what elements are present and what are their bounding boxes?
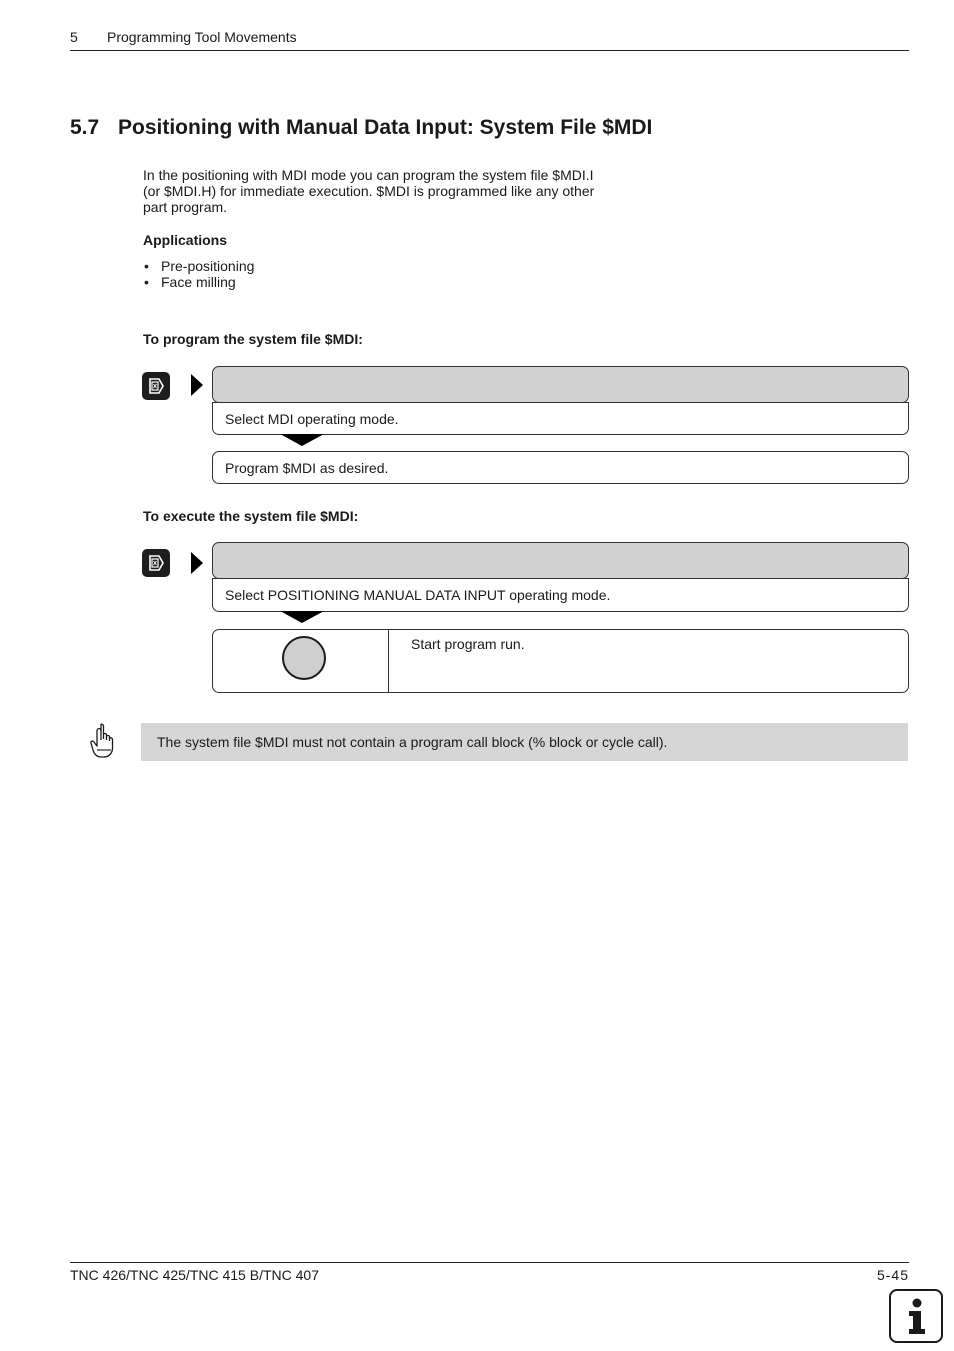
step-text: Program $MDI as desired. [225,460,389,476]
chapter-title: Programming Tool Movements [107,29,297,45]
pointing-hand-icon [89,722,117,765]
divider [388,630,389,692]
step-text: Start program run. [411,636,525,652]
execute-procedure-heading: To execute the system file $MDI: [143,508,359,524]
section-title-text: Positioning with Manual Data Input: System File $MDI [118,116,653,139]
running-footer [70,1262,909,1283]
intro-line: In the positioning with MDI mode you can program the system file $MDI.I [143,167,594,183]
applications-heading: Applications [143,232,228,248]
running-header [70,29,909,51]
list-item: • Pre-positioning [143,258,254,274]
mdi-mode-key-icon [142,372,170,400]
section-number: 5.7 [70,116,100,139]
intro-line: (or $MDI.H) for immediate execution. $MDI is programmed like any other [143,183,595,199]
step-box [212,402,909,435]
list-item: • Face milling [143,274,254,290]
flow-arrow-icon [280,611,324,623]
intro-line: part program. [143,199,228,215]
start-step-box [212,629,909,693]
info-icon [889,1289,943,1343]
step-box [212,451,909,484]
intro-paragraph [143,167,623,215]
positioning-mdi-key-icon [142,549,170,577]
applications-list [143,258,254,290]
program-procedure-heading: To program the system file $MDI: [143,331,363,347]
pointer-arrow-icon [191,552,203,574]
key-bar [212,366,909,403]
step-box [212,578,909,612]
page-number: 5-45 [876,1267,909,1283]
note-box [141,723,908,761]
key-bar [212,542,909,579]
step-text: Select MDI operating mode. [225,411,399,427]
chapter-number: 5 [70,29,78,45]
section-title [70,116,652,140]
footer-models: TNC 426/TNC 425/TNC 415 B/TNC 407 [70,1267,319,1283]
note-text: The system file $MDI must not contain a program call block (% block or cycle call). [157,734,668,750]
nc-start-key-icon [282,636,326,680]
step-text: Select POSITIONING MANUAL DATA INPUT operating mode. [225,587,611,603]
flow-arrow-icon [280,434,324,446]
pointer-arrow-icon [191,374,203,396]
